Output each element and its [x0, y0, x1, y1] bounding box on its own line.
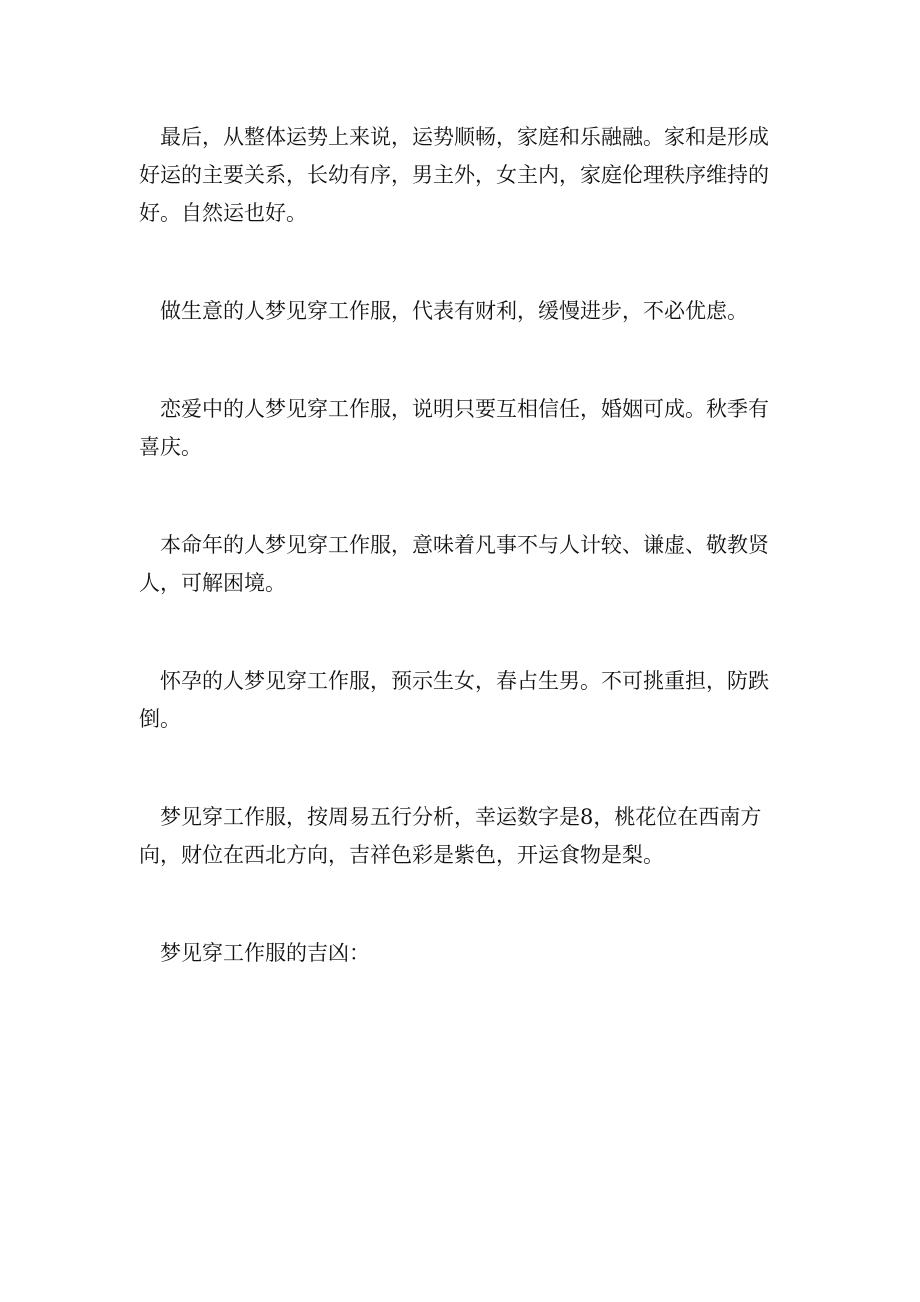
document-body	[139, 118, 779, 972]
paragraph-romance: 恋爱中的人梦见穿工作服，说明只要互相信任，婚姻可成。秋季有喜庆。	[139, 397, 769, 459]
paragraph-birth-year: 本命年的人梦见穿工作服，意味着凡事不与人计较、谦虚、敬教贤人，可解困境。	[139, 533, 769, 595]
paragraph-five-elements: 梦见穿工作服，按周易五行分析，幸运数字是8，桃花位在西南方向，财位在西北方向，吉祥色彩是紫色，开运食物是梨。	[139, 805, 762, 867]
paragraph-fortune-heading: 梦见穿工作服的吉凶：	[160, 941, 370, 965]
paragraph-business: 做生意的人梦见穿工作服，代表有财利，缓慢进步，不必优虑。	[160, 299, 748, 323]
paragraph-pregnancy: 怀孕的人梦见穿工作服，预示生女，春占生男。不可挑重担，防跌倒。	[139, 669, 769, 731]
paragraph-overall-fortune: 最后，从整体运势上来说，运势顺畅，家庭和乐融融。家和是形成好运的主要关系，长幼有序，男主外，女主内，家庭伦理秩序维持的好。自然运也好。	[139, 125, 769, 225]
